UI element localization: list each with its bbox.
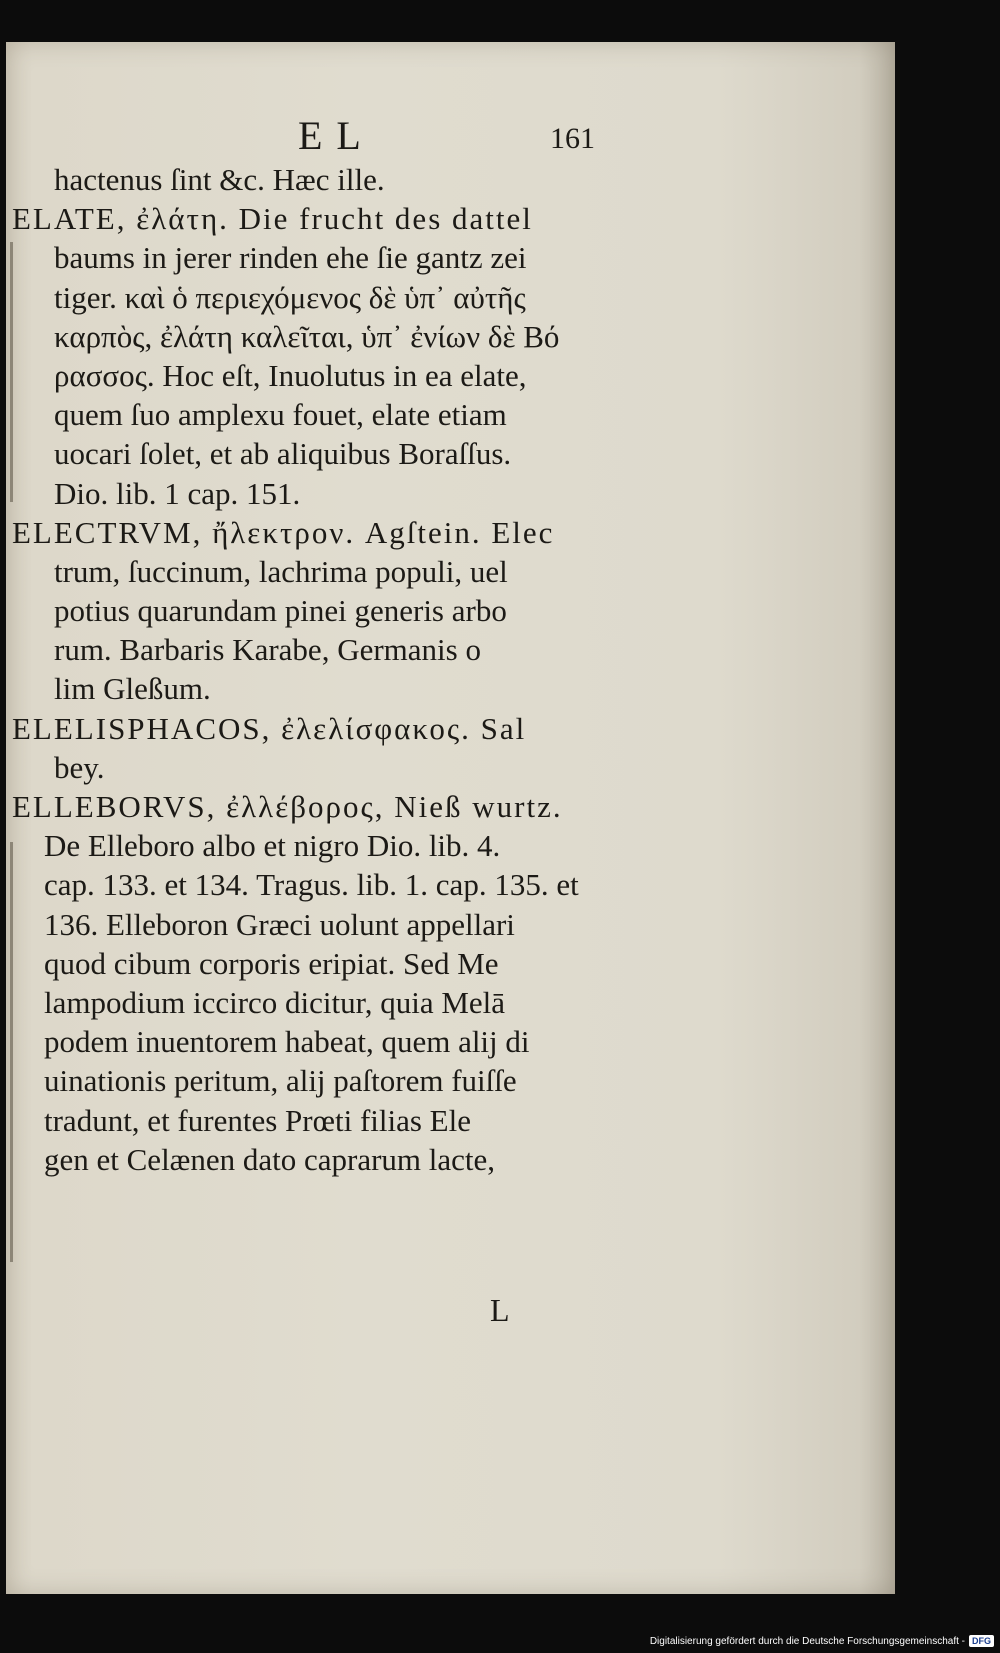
text-line: cap. 133. et 134. Tragus. lib. 1. cap. 135. et [44, 867, 579, 903]
entry-heading-elate: ELATE, ἐλάτη. Die frucht des dattel [12, 201, 533, 237]
text-line: Dio. lib. 1 cap. 151. [54, 475, 301, 511]
text-line: gen et Celænen dato caprarum lacte, [44, 1141, 496, 1177]
entry-heading-elleborus: ELLEBORVS, ἐλλέβορος, Nieß wurtz. [12, 789, 563, 824]
text-line: rum. Barbaris Karabe, Germanis o [54, 632, 481, 668]
text-line: uocari ſolet, et ab aliquibus Boraſſus. [54, 436, 512, 472]
digitization-credit [650, 1632, 994, 1650]
text-line: quod cibum corporis eripiat. Sed Me [44, 945, 499, 981]
text-line: 136. Elleboron Græci uolunt appellari [44, 906, 515, 942]
text-line: podem inuentorem habeat, quem alij di [44, 1024, 530, 1060]
catchword: L [490, 1292, 510, 1328]
book-page [6, 42, 895, 1594]
text-line: baums in jerer rinden ehe ſie gantz zei [54, 240, 527, 276]
text-line: De Elleboro albo et nigro Dio. lib. 4. [44, 828, 501, 864]
credit-text: Digitalisierung gefördert durch die Deutsche Forschungsgemeinschaft - [649, 1635, 965, 1647]
entry-heading-elelisphacos: ELELISPHACOS, ἐλελίσφακος. Sal [12, 710, 527, 746]
text-line: quem ſuo amplexu fouet, elate etiam [54, 397, 507, 433]
dfg-logo: DFG [969, 1635, 994, 1647]
text-line: καρπὸς, ἐλάτη καλεῖται, ὑπ᾽ ἐνίων δὲ Βό [54, 318, 560, 354]
text-line: ρασσος. Hoc eſt, Inuolutus in ea elate, [54, 357, 527, 393]
page-content [6, 42, 895, 1594]
text-line: lim Gleßum. [54, 671, 211, 707]
text-line: bey. [54, 749, 105, 785]
text-line: tiger. καὶ ὁ περιεχόμενος δὲ ὑπ᾽ αὐτῆς [54, 279, 526, 315]
text-line: uinationis peritum, alij paſtorem fuiſſe [44, 1063, 517, 1099]
signature-header: EL [298, 113, 375, 158]
text-line: trum, ſuccinum, lachrima populi, uel [54, 553, 508, 589]
page-number: 161 [550, 122, 595, 155]
text-line: potius quarundam pinei generis arbo [54, 593, 507, 629]
text-line: hactenus ſint &c. Hæc ille. [54, 162, 385, 197]
text-line: lampodium iccirco dicitur, quia Melā [44, 984, 506, 1020]
text-line: tradunt, et furentes Prœti filias Ele [44, 1102, 471, 1138]
text-block [6, 160, 646, 1179]
entry-heading-electrum: ELECTRVM, ἤλεκτρον. Agſtein. Elec [12, 514, 555, 550]
